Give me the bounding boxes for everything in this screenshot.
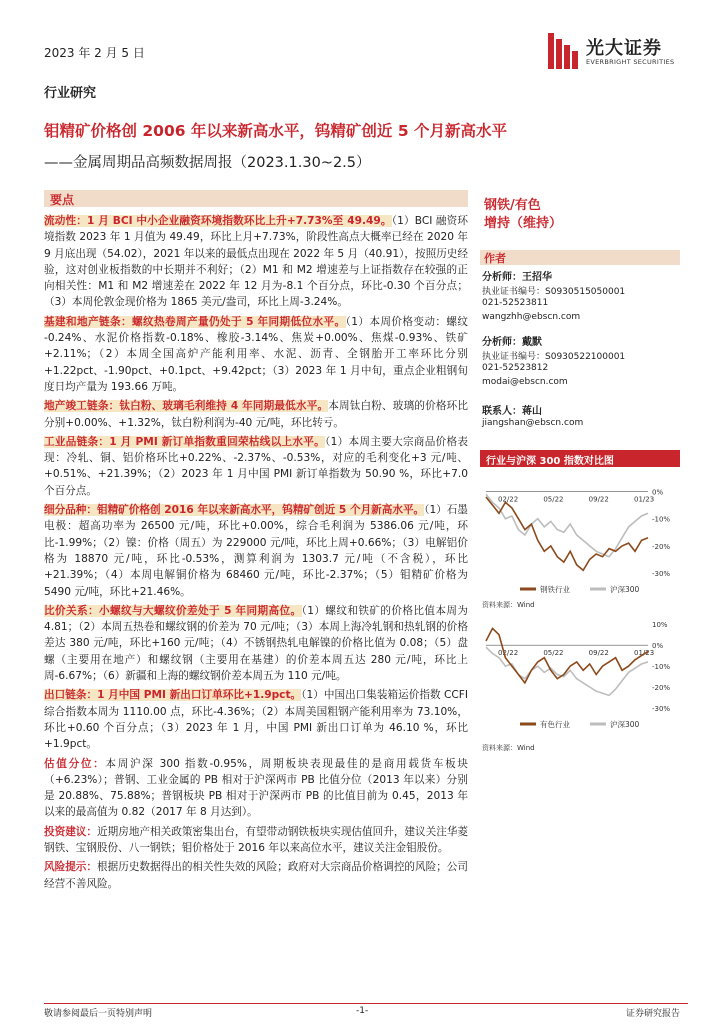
key-point-heading: 估值分位： <box>44 757 106 770</box>
key-point-heading: 流动性：1 月 BCI 中小企业融资环境指数环比上升+7.73%至 49.49。 <box>44 215 392 227</box>
y-tick-label: -10% <box>652 515 671 524</box>
y-tick-label: 10% <box>652 621 668 630</box>
logo-english: EVERBRIGHT SECURITIES <box>586 58 675 66</box>
legend-label: 沪深300 <box>610 585 640 594</box>
key-point-paragraph <box>44 434 468 499</box>
legend-label: 沪深300 <box>610 720 640 729</box>
key-point-heading: 比价关系：小螺纹与大螺纹价差处于 5 年同期高位。 <box>44 604 302 617</box>
key-point-paragraph <box>44 213 468 311</box>
key-point-paragraph <box>44 502 468 600</box>
key-point-heading: 工业品链条：1 月 PMI 新订单指数重回荣枯线以上水平。 <box>44 435 326 448</box>
key-point-paragraph <box>44 603 468 684</box>
x-tick-label: 05/22 <box>543 495 564 504</box>
footer-divider <box>44 1003 688 1004</box>
footer-report-type: 证券研究报告 <box>626 1009 681 1019</box>
x-tick-label: 01/23 <box>634 495 655 504</box>
key-point-paragraph <box>44 824 468 857</box>
report-title: 钼精矿价格创 2006 年以来新高水平，钨精矿创近 5 个月新高水平 <box>44 122 508 140</box>
author-line: wangzhh@ebscn.com <box>482 312 581 322</box>
key-point-text: 本周钛白粉、玻璃的价格环比分别+0.00%、+1.32%，钛白粉利润为-40 元/吨，环比转亏。 <box>44 400 468 429</box>
key-point-text: （1）石墨电极：超高功率为 26500 元/吨，环比+0.00%，综合毛利润为 5386.06 元/吨，环比-1.99%；（2）镍：价格（周五）为 229000 元/吨，环比上周+0.66%；（3）电解铝价格为 18870 元/吨，环比-0.53%，测算利润为 1303.7 元/吨（不含税），环比+21.39%；（4）本周电解铜价格为 68460 元/吨，环比-2.37%；（5）钼精矿价格为 5490 元/吨，环比+21.46%。 <box>44 504 468 598</box>
key-point-text: 近期房地产相关政策密集出台，有望带动钢铁板块实现估值回升，建议关注华菱钢铁、宝钢股份、八一钢铁；钼价格处于 2016 年以来高位水平，建议关注金钼股份。 <box>44 825 469 854</box>
industry-name: 钢铁/有色 <box>484 198 541 213</box>
y-tick-label: 0% <box>652 488 664 497</box>
footer-disclaimer: 敬请参阅最后一页特别声明 <box>44 1009 153 1019</box>
key-point-paragraph <box>44 756 468 821</box>
x-tick-label: 05/22 <box>543 649 564 658</box>
key-points-body <box>44 213 468 895</box>
key-point-text: 本周沪深 300 指数-0.95%，周期板块表现最佳的是商用载货车板块（+6.23%）；普钢、工业金属的 PB 相对于沪深两市 PB 比值分位（2013 年以来）分别是 20.88%、75.88%；普钢板块 PB 相对于沪深两市 PB 的比值目前为 0.45，2013 年以来的最高值为 0.82（2017 年 8 月达到）。 <box>44 757 469 819</box>
report-category: 行业研究 <box>44 86 97 101</box>
y-tick-label: -20% <box>652 542 671 551</box>
y-tick-label: -30% <box>652 570 671 578</box>
everbright-logo-icon <box>548 33 580 69</box>
author-line: 分析师：戴默 <box>482 337 542 348</box>
author-line: 执业证书编号：S0930522100001 <box>482 352 626 362</box>
y-tick-label: -20% <box>652 684 671 693</box>
chart-source-1: 资料来源：Wind <box>482 601 535 609</box>
key-point-text: （1）本周主要大宗商品价格表现：冷轧、铜、铝价格环比+0.22%、-2.37%、-0.53%，对应的毛利变化+3 元/吨、+0.51%、+21.39%；（2）2023 年 1 月中国 PMI 新订单指数为 50.90 %，环比+7.0 个百分点。 <box>44 435 468 497</box>
key-point-heading: 风险提示： <box>44 861 98 874</box>
key-point-heading: 投资建议： <box>44 825 98 838</box>
key-point-text: （1）本周价格变动：螺纹 -0.24%、水泥价格指数-0.18%、橡胶-3.14%、焦炭+0.00%、焦煤-0.93%、铁矿+2.11%；（2）本周全国高炉产能利用率、水泥、沥青、全钢胎开工率环比分别+1.22pct、-1.90pct、+0.1pct、+9.42pct；（3）2023 年 1 月中旬，重点企业粗钢旬度日均产量为 193.66 万吨。 <box>44 315 468 393</box>
author-line: 021-52523811 <box>482 298 549 308</box>
author-line: 分析师：王招华 <box>482 272 552 283</box>
authors-header: 作者 <box>480 250 680 265</box>
key-point-text: （1）中国出口集装箱运价指数 CCFI 综合指数本周为 1110.00 点，环比-4.36%；（2）本周美国粗钢产能利用率为 73.10%，环比+0.60 个百分点；（3）2023 年 1 月，中国 PMI 新出口订单为 46.10 %，环比+1.9pct。 <box>44 689 468 751</box>
nonferrous-vs-hs300-chart <box>480 612 685 742</box>
x-tick-label: 09/22 <box>588 649 609 658</box>
key-point-heading: 细分品种：钼精矿价格创 2016 年以来新高水平，钨精矿创近 5 个月新高水平。 <box>44 504 425 517</box>
page-number: -1- <box>356 1006 369 1016</box>
legend-label: 有色行业 <box>540 720 570 729</box>
key-point-text: （1）BCI 融资环境指数 2023 年 1 月值为 49.49，环比上月+7.73%，阶段性高点大概率已经在 2020 年 9 月底出现（54.02），2021 年以来的最低点出现在 2022 年 5 月（40.91），按照历史经验，这对创业板指数的中长期并不利好；（2）M1 和 M2 增速差与上证指数存在较强的正向相关性：M1 和 M2 增速差在 2022 年 12 月为-8.1 个百分点，环比-0.30 个百分点；（3）本周伦敦金现价格为 1865 美元/盎司，环比上周-3.24%。 <box>44 215 468 309</box>
logo-text: 光大证券 <box>586 38 662 59</box>
key-point-heading: 地产竣工链条：钛白粉、玻璃毛利维持 4 年同期最低水平。 <box>44 400 329 413</box>
key-points-header: 要点 <box>44 190 468 207</box>
key-point-paragraph <box>44 398 468 431</box>
report-subtitle: ——金属周期品高频数据周报（2023.1.30~2.5） <box>44 155 371 171</box>
legend-label: 钢铁行业 <box>540 585 570 594</box>
key-point-paragraph <box>44 859 468 892</box>
steel-vs-hs300-chart <box>480 470 685 610</box>
key-point-heading: 出口链条：1 月中国 PMI 新出口订单环比+1.9pct。 <box>44 689 302 702</box>
author-line: 021-52523812 <box>482 363 549 373</box>
author-line: modai@ebscn.com <box>482 377 568 387</box>
key-point-heading: 基建和地产链条：螺纹热卷周产量仍处于 5 年同期低位水平。 <box>44 315 346 328</box>
author-line: 执业证书编号：S0930515050001 <box>482 287 626 297</box>
charts-section-header: 行业与沪深 300 指数对比图 <box>480 450 680 467</box>
chart-source-2: 资料来源：Wind <box>482 744 535 752</box>
key-point-paragraph <box>44 314 468 395</box>
x-tick-label: 09/22 <box>588 495 609 504</box>
author-line: 联系人：蒋山 <box>482 406 542 417</box>
x-tick-label: 01/23 <box>634 649 655 658</box>
x-tick-label: 02/22 <box>498 649 519 658</box>
report-date: 2023 年 2 月 5 日 <box>44 46 145 60</box>
y-tick-label: -30% <box>652 705 671 713</box>
industry-rating: 增持（维持） <box>484 216 563 231</box>
y-tick-label: 0% <box>652 642 664 651</box>
author-line: jiangshan@ebscn.com <box>482 418 584 428</box>
y-tick-label: -10% <box>652 663 671 672</box>
series-line <box>486 494 648 556</box>
key-point-text: 根据历史数据得出的相关性失效的风险；政府对大宗商品价格调控的风险；公司经营不善风险。 <box>44 861 469 890</box>
key-point-text: （1）螺纹和铁矿的价格比值本周为 4.81；（2）本周五热卷和螺纹钢的价差为 70 元/吨；（3）本周上海冷轧钢和热轧钢的价格差达 380 元/吨，环比+160 元/吨；（4）不锈钢热轧电解镍的价格比值为 0.08；（5）盘螺（主要用在地产）和螺纹钢（主要用在基建）的价差本周五达 280 元/吨，环比上周-6.67%；（6）新疆和上海的螺纹钢价差本周五为 110 元/吨。 <box>44 604 468 683</box>
key-point-paragraph <box>44 687 468 752</box>
x-tick-label: 02/22 <box>498 495 519 504</box>
